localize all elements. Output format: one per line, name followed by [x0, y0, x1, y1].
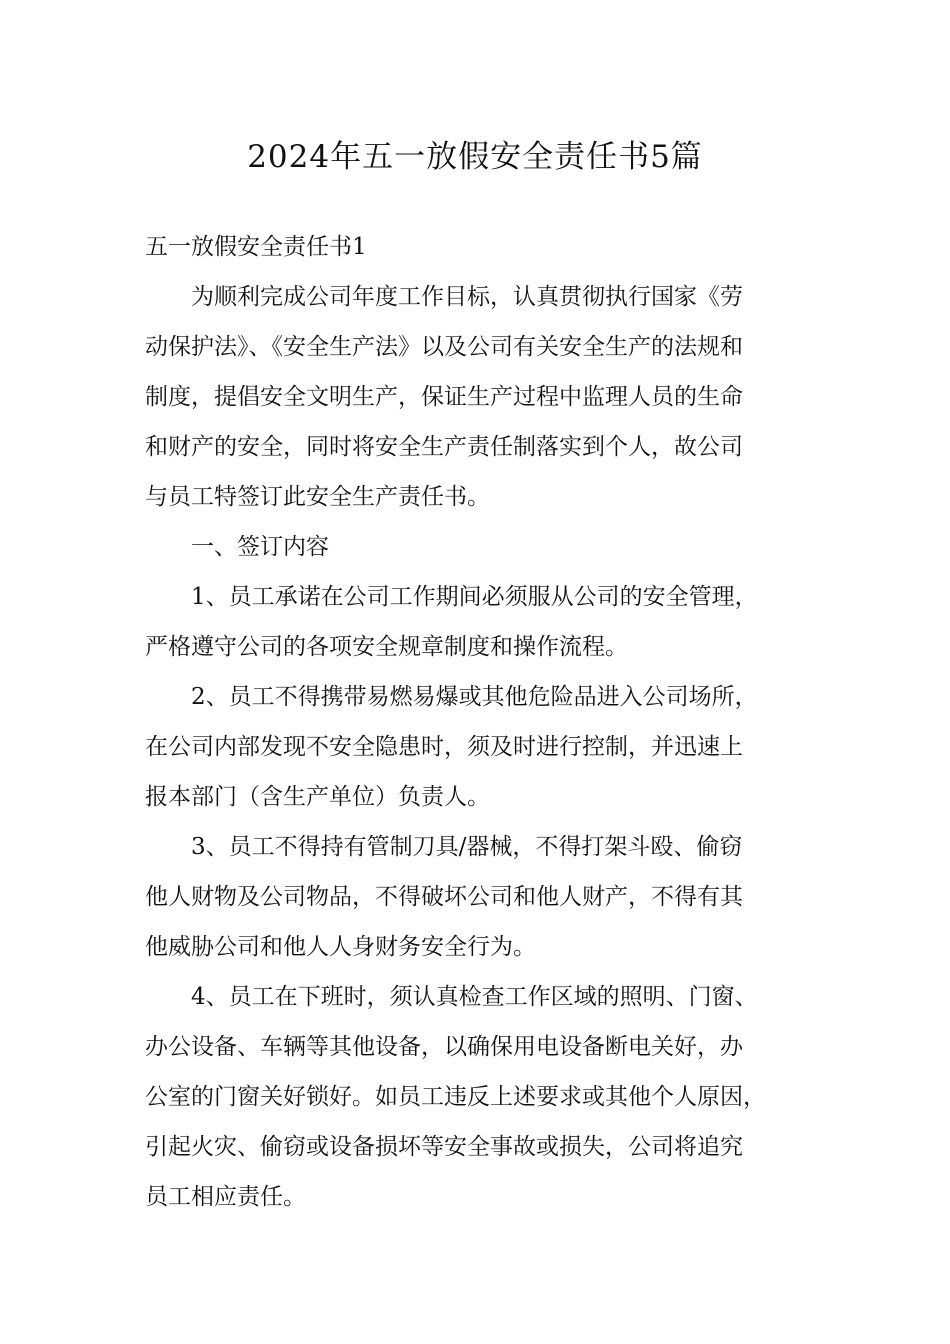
paragraph-line: 动保护法》、《安全生产法》以及公司有关安全生产的法规和	[145, 334, 743, 360]
paragraph-line: 严格遵守公司的各项安全规章制度和操作流程。	[145, 634, 628, 660]
section-heading: 五一放假安全责任书1	[145, 234, 367, 260]
paragraph-line: 在公司内部发现不安全隐患时，须及时进行控制，并迅速上	[145, 734, 743, 760]
paragraph-line: 制度，提倡安全文明生产，保证生产过程中监理人员的生命	[145, 384, 743, 410]
clause-1	[145, 572, 810, 672]
paragraph-line: 4、员工在下班时，须认真检查工作区域的照明、门窗、	[191, 984, 758, 1010]
clause-3	[145, 822, 810, 972]
paragraph-line: 员工相应责任。	[145, 1184, 306, 1210]
paragraph-line: 报本部门（含生产单位）负责人。	[145, 784, 490, 810]
clause-2	[145, 672, 810, 822]
document-title: 2024年五一放假安全责任书5篇	[247, 139, 703, 175]
clause-4	[145, 972, 810, 1222]
paragraph-line: 3、员工不得持有管制刀具/器械，不得打架斗殴、偷窃	[191, 834, 743, 860]
paragraph-line: 和财产的安全，同时将安全生产责任制落实到个人，故公司	[145, 434, 743, 460]
paragraph-line: 办公设备、车辆等其他设备，以确保用电设备断电关好，办	[145, 1034, 743, 1060]
document-body	[145, 222, 810, 1222]
paragraph-line: 引起火灾、偷窃或设备损坏等安全事故或损失，公司将追究	[145, 1134, 743, 1160]
paragraph-line: 一、签订内容	[191, 534, 329, 560]
paragraph-line: 为顺利完成公司年度工作目标，认真贯彻执行国家《劳	[191, 284, 743, 310]
paragraph-intro	[145, 272, 810, 522]
paragraph-line: 2、员工不得携带易燃易爆或其他危险品进入公司场所，	[191, 684, 758, 710]
paragraph-line: 与员工特签订此安全生产责任书。	[145, 484, 490, 510]
paragraph-line: 他人财物及公司物品，不得破坏公司和他人财产，不得有其	[145, 884, 743, 910]
subheading-signing-content	[145, 522, 810, 572]
paragraph-line: 1、员工承诺在公司工作期间必须服从公司的安全管理，	[191, 584, 758, 610]
paragraph-line: 他威胁公司和他人人身财务安全行为。	[145, 934, 536, 960]
paragraph-line: 公室的门窗关好锁好。如员工违反上述要求或其他个人原因，	[145, 1084, 766, 1110]
